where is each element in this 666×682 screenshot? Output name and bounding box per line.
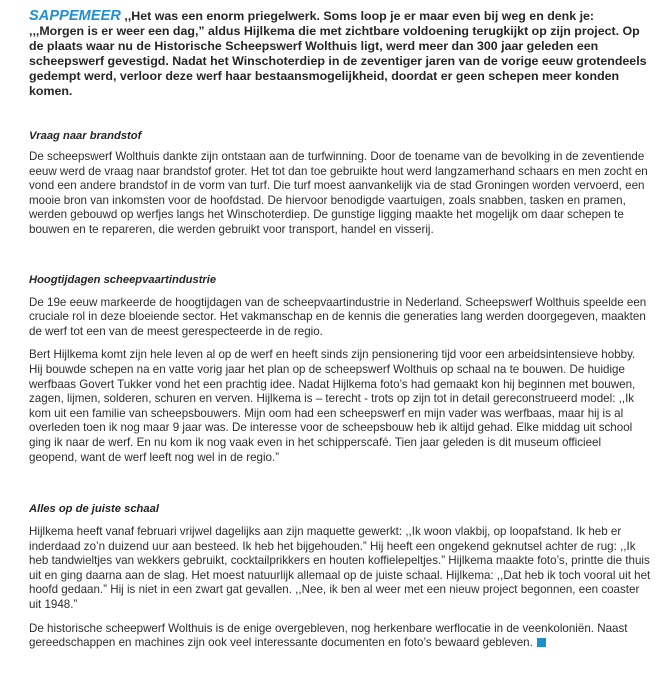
lead-paragraph <box>29 9 651 99</box>
body-paragraph: Hijlkema heeft vanaf februari vrijwel dagelijks aan zijn maquette gewerkt: ,,Ik woon vlakbij, op loopafstand. Ik heb er inderdaad zo’n duizend uur aan besteed. Ik heb het bijgehouden.” Hij heeft een ongekend geknutsel achter de rug: ,,Ik heb tandwieltjes van wekkers gebruikt, cocktailprikkers en houten koffielepeltjes.” Hijlkema maakte foto’s, printte die thuis uit en ging daarna aan de slag. Het moest natuurlijk allemaal op de juiste schaal. Hijlkema: ,,Dat heb ik toch vooral uit het hoofd gedaan.” Hij is niet in een zwart gat gevallen. ,,Nee, ik ben al weer met een nieuw project begonnen, een coaster uit 1948.” <box>29 525 651 612</box>
body-paragraph: De scheepswerf Wolthuis dankte zijn ontstaan aan de turfwinning. Door de toename van de bevolking in de zeventiende eeuw werd de vraag naar brandstof groter. Het tot dan toe gebruikte hout werd langzamerhand schaars en men zocht en vond een andere brandstof in de vorm van turf. Die turf moest aanvankelijk via de stad Groningen worden vervoerd, een mooie bron van inkomsten voor de hoofdstad. De hiervoor benodigde vaartuigen, zoals snabben, tasken en pramen, werden gebouwd op werfjes langs het Winschoterdiep. De gunstige ligging maakte het mogelijk om daar schepen te bouwen en te repareren, die werden gebruikt voor transport, handel en visserij. <box>29 150 648 236</box>
section-heading: Hoogtijdagen scheepvaartindustrie <box>29 273 217 286</box>
body-paragraph: Bert Hijlkema komt zijn hele leven al op de werf en heeft sinds zijn pensionering tijd voor een arbeidsintensieve hobby. Hij bouwde schepen na en vatte vorig jaar het plan op de scheepswerf Wolthuis op schaal na te bouwen. De huidige werfbaas Govert Tukker vond het een prachtig idee. Nadat Hijlkema foto’s had gemaakt kon hij beginnen met bouwen, zagen, lijmen, solderen, schuren en verven. Hijlkema is – terecht - trots op zijn tot in detail gereconstrueerd model: ,,Ik kom uit een familie van scheepsbouwers. Mijn oom had een scheepswerf en mijn vader was werfbaas, maar hij is al overleden toen ik nog maar 9 jaar was. De interesse voor de scheepsbouw heb ik altijd gehad. Elke middag uit school ging ik naar de werf. En nu kom ik nog vaak even in het schipperscafé. Tien jaar geleden is dit museum officieel geopend, want de werf leeft nog wel in de regio.” <box>29 348 636 464</box>
section-heading: Alles op de juiste schaal <box>29 503 159 516</box>
lead-text: ,,Het was een enorm priegelwerk. Soms loop je er maar even bij weg en denk je: ,,,Morgen is er weer een dag,” aldus Hijlkema die met zichtbare voldoening terugkijkt op zijn project. Op de plaats waar nu de Historische Scheepswerf Wolthuis ligt, werd meer dan 300 jaar geleden een scheepswerf gevestigd. Nadat het Winschoterdiep in de zeventiger jaren van de vorige eeuw grotendeels gedempt werd, verloor deze werf haar bestaansmogelijkheid, doordat er geen schepen meer konden komen. <box>29 9 647 98</box>
section-heading: Vraag naar brandstof <box>29 130 142 142</box>
end-of-article-mark <box>537 638 546 647</box>
closing-paragraph <box>29 622 651 651</box>
closing-text: De historische scheepwerf Wolthuis is de enige overgebleven, nog herkenbare werflocatie in de veenkoloniën. Naast gereedschappen en machines zijn ook veel interessante documenten en foto’s bewaard gebleven. <box>29 621 628 650</box>
article <box>29 9 651 651</box>
body-paragraph: De 19e eeuw markeerde de hoogtijdagen van de scheepvaartindustrie in Nederland. Scheepswerf Wolthuis speelde een cruciale rol in deze bloeiende sector. Het vakmanschap en de kennis die generaties lang werden doorgegeven, maakten de werf tot een van de meest gerespecteerde in de regio. <box>29 295 647 338</box>
dateline: SAPPEMEER <box>29 8 121 24</box>
